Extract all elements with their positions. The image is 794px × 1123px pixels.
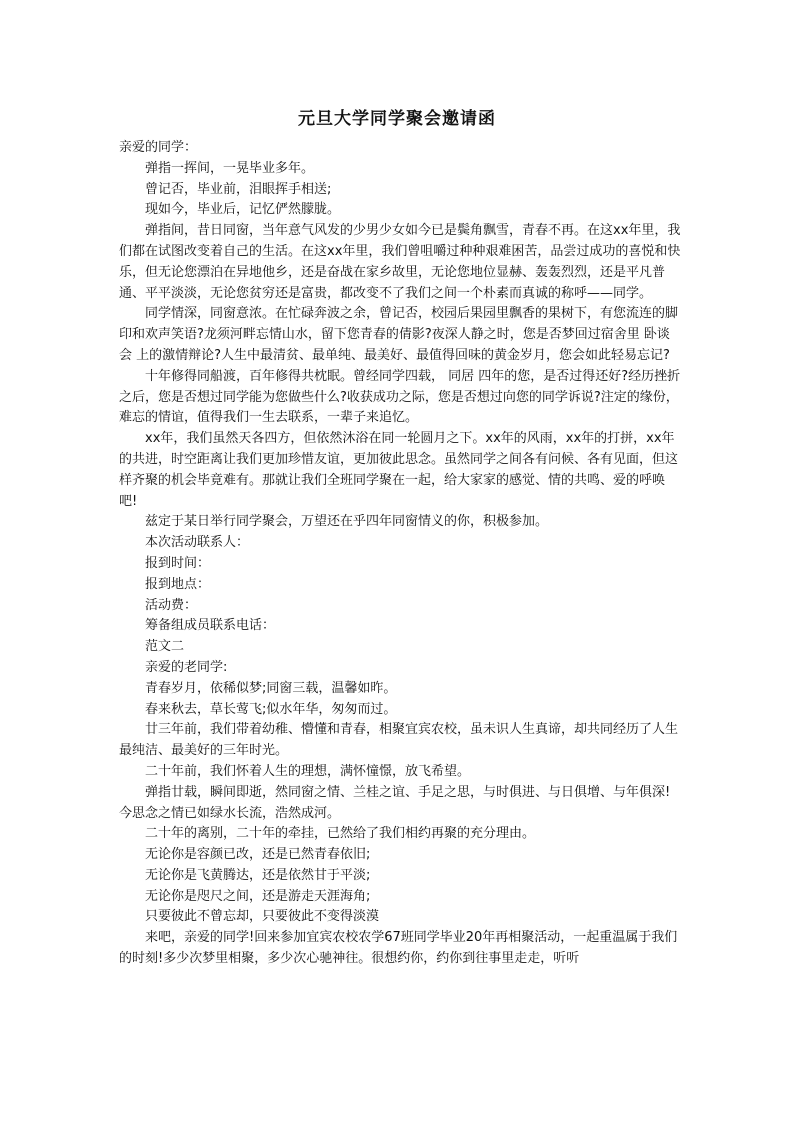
paragraph: xx年，我们虽然天各四方，但依然沐浴在同一轮圆月之下。xx年的风雨，xx年的打拼，xx年的共进，时空距离让我们更加珍惜友谊，更加彼此思念。虽然同学之间各有问候、各有见面，但这样齐聚的机会毕竟难有。那就让我们全班同学聚在一起，给大家家的感觉、情的共鸣、爱的呼唤吧! <box>119 431 679 509</box>
paragraph: 二十年前，我们怀着人生的理想，满怀憧憬，放飞希望。 <box>145 763 471 779</box>
paragraph: 青春岁月，依稀似梦;同窗三载，温馨如昨。 <box>145 680 397 696</box>
paragraph: 无论你是容颜已改，还是已然青春依旧; <box>145 847 371 863</box>
paragraph: 曾记否，毕业前，泪眼挥手相送; <box>145 181 332 197</box>
document-title: 元旦大学同学聚会邀请函 <box>298 109 496 129</box>
paragraph: 兹定于某日举行同学聚会，万望还在乎四年同窗情义的你，积极参加。 <box>145 514 549 530</box>
paragraph: 弹指一挥间，一晃毕业多年。 <box>145 160 315 176</box>
paragraph: 十年修得同船渡，百年修得共枕眠。曾经同学四载， 同居 四年的您，是否过得还好?经历挫折之后，您是否想过同学能为您做些什么?收获成功之际，您是否想过向您的同学诉说?注定的缘份，难忘的情谊，值得我们一生去联系，一辈子来追忆。 <box>119 368 681 426</box>
paragraph: 现如今，毕业后，记忆俨然朦胧。 <box>145 202 341 218</box>
paragraph: 无论你是咫尺之间，还是游走天涯海角; <box>145 888 371 904</box>
paragraph: 弹指间，昔日同窗，当年意气风发的少男少女如今已是鬓角飘雪，青春不再。在这xx年里，我们都在试图改变着自己的生活。在这xx年里，我们曾咀嚼过种种艰难困苦，品尝过成功的喜悦和快乐，但无论您漂泊在异地他乡，还是奋战在家乡故里，无论您地位显赫、轰轰烈烈，还是平凡普通、平平淡淡，无论您贫穷还是富贵，都改变不了我们之间一个朴素而真诚的称呼——同学。 <box>119 223 681 301</box>
paragraph: 同学情深，同窗意浓。在忙碌奔波之余，曾记否，校园后果园里飘香的果树下，有您流连的脚印和欢声笑语?龙须河畔忘情山水，留下您青春的倩影?夜深人静之时，您是否梦回过宿舍里 卧谈会 上的激情辩论?人生中最清贫、最单纯、最美好、最值得回味的黄金岁月，您会如此轻易忘记? <box>119 306 679 363</box>
document-body <box>119 138 682 970</box>
paragraph: 二十年的离别，二十年的牵挂，已然给了我们相约再聚的充分理由。 <box>145 826 536 842</box>
paragraph: 廿三年前，我们带着幼稚、懵懂和青春，相聚宜宾农校，虽未识人生真谛，却共同经历了人生最纯洁、最美好的三年时光。 <box>119 722 679 759</box>
paragraph: 筹备组成员联系电话： <box>145 618 276 634</box>
paragraph: 弹指廿载，瞬间即逝，然同窗之情、兰桂之谊、手足之思，与时俱进、与日俱增、与年俱深!今思念之情已如绿水长流，浩然成河。 <box>119 784 671 821</box>
paragraph: 报到时间： <box>145 555 211 571</box>
paragraph: 活动费： <box>145 597 198 613</box>
paragraph: 报到地点： <box>145 576 211 592</box>
paragraph: 本次活动联系人： <box>145 535 250 551</box>
paragraph: 无论你是飞黄腾达，还是依然甘于平淡; <box>145 867 371 883</box>
paragraph: 来吧，亲爱的同学!回来参加宜宾农校农学67班同学毕业20年再相聚活动，一起重温属于我们的时刻!多少次梦里相聚，多少次心驰神往。很想约你，约你到往事里走走，听听 <box>119 930 678 967</box>
salutation: 亲爱的同学： <box>119 140 198 155</box>
paragraph: 范文二 <box>145 639 185 655</box>
paragraph: 只要彼此不曾忘却，只要彼此不变得淡漠 <box>145 909 380 925</box>
paragraph: 亲爱的老同学: <box>145 659 228 675</box>
paragraph: 春来秋去，草长莺飞;似水年华，匆匆而过。 <box>145 701 397 717</box>
